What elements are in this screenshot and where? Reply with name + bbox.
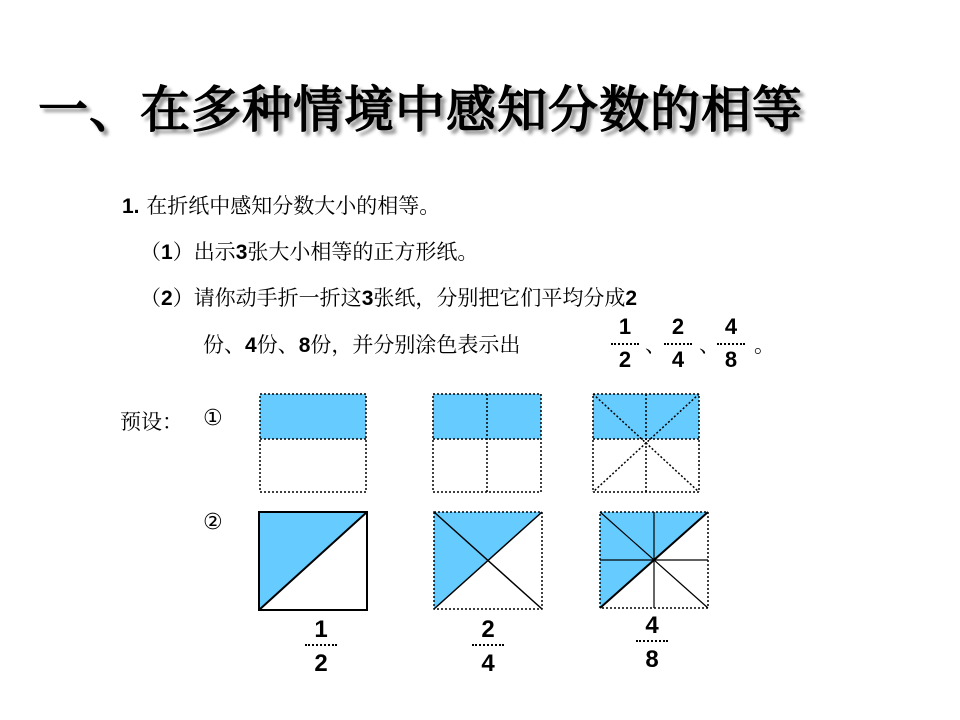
- item-1-1-text-b: 张大小相等的正方形纸。: [247, 240, 479, 264]
- paren-open: （: [140, 240, 161, 264]
- item-1-1-count: 3: [235, 241, 248, 264]
- sentence-end: 。: [754, 333, 775, 357]
- fraction-inline-1: [608, 316, 642, 375]
- item-1: [122, 190, 440, 220]
- item-1-2-text-d: 份、: [256, 333, 299, 357]
- fraction-numerator: 1: [618, 314, 632, 339]
- item-1-2-text-a: 请你动手折一折这: [193, 286, 362, 310]
- fraction-bottom-2: [468, 618, 508, 676]
- item-1-2-n1: 2: [625, 287, 638, 310]
- fraction-bar: [305, 644, 337, 646]
- fraction-denominator: 4: [481, 650, 495, 677]
- item-1-2-text-c: 份、: [203, 333, 245, 357]
- item-1-1-number: 1: [161, 241, 173, 264]
- fraction-denominator: 2: [314, 650, 328, 677]
- fraction-numerator: 4: [645, 612, 659, 639]
- fraction-bar: [717, 343, 745, 345]
- fraction-numerator: 2: [481, 616, 495, 643]
- paren-close: ）: [172, 240, 194, 264]
- square-quarters-grid: [432, 393, 542, 493]
- fraction-bar: [611, 343, 639, 345]
- square-half-diagonal: [258, 511, 368, 611]
- fraction-numerator: 4: [724, 314, 738, 339]
- separator: 、: [699, 333, 720, 357]
- paren-open: （: [140, 286, 161, 310]
- item-1-2-text-b: 张纸，分别把它们平均分成: [373, 286, 626, 310]
- fraction-denominator: 4: [671, 347, 685, 372]
- fraction-numerator: 1: [314, 616, 328, 643]
- fraction-denominator: 2: [618, 347, 632, 372]
- fraction-bar: [472, 644, 504, 646]
- row-1-marker: ①: [203, 406, 223, 431]
- item-1-number: 1.: [122, 195, 140, 218]
- square-eighths-star-diagonal: [599, 511, 709, 609]
- fraction-denominator: 8: [724, 347, 738, 372]
- item-1-1-text-a: 出示: [193, 240, 236, 264]
- separator: 、: [645, 333, 666, 357]
- item-1-2-n3: 8: [298, 334, 311, 357]
- item-1-2-text-e: 份，并分别涂色表示出: [310, 333, 521, 357]
- fraction-inline-3: [714, 316, 748, 375]
- fraction-bar: [664, 343, 692, 345]
- page-title: 一、在多种情境中感知分数的相等: [38, 81, 803, 139]
- item-1-text: 在折纸中感知分数大小的相等。: [146, 194, 441, 218]
- paren-close: ）: [172, 286, 194, 310]
- fraction-denominator: 8: [645, 646, 659, 673]
- item-1-2-number: 2: [161, 287, 173, 310]
- item-1-2-line2: [203, 329, 520, 359]
- preset-label: 预设：: [120, 410, 183, 434]
- fraction-bottom-1: [301, 618, 341, 676]
- row-2-marker: ②: [203, 510, 223, 535]
- item-1-2-count: 3: [361, 287, 374, 310]
- fraction-inline-2: [661, 316, 695, 375]
- fraction-bar: [636, 640, 668, 642]
- square-eighths-star: [592, 393, 700, 493]
- fraction-bottom-3: [632, 614, 672, 672]
- fraction-numerator: 2: [671, 314, 685, 339]
- item-1-1: [140, 236, 478, 266]
- item-1-2-n2: 4: [245, 334, 257, 357]
- square-quarters-diagonal: [433, 511, 543, 610]
- square-halves-horizontal: [259, 393, 367, 493]
- item-1-2-line1: [140, 282, 637, 312]
